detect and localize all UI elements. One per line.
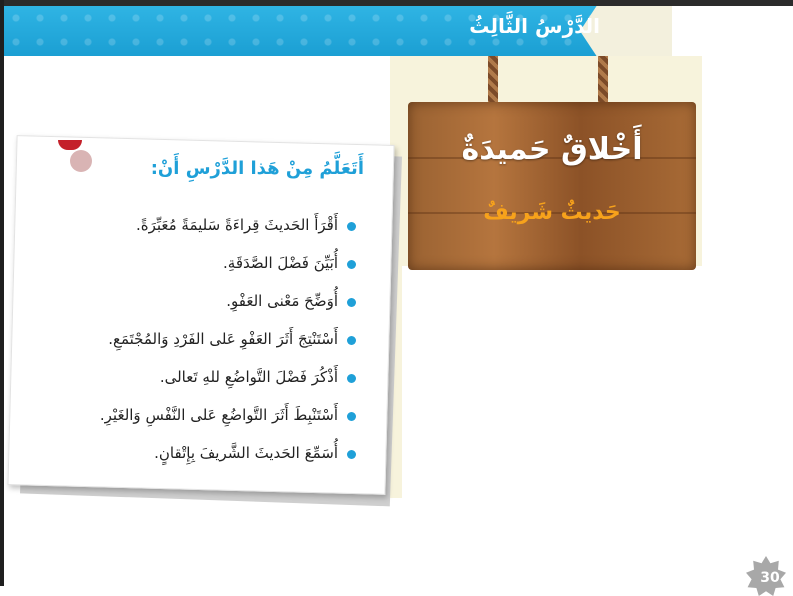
- lesson-title: الدَّرْسُ الثَّالِثُ: [469, 14, 600, 38]
- left-edge: [0, 0, 4, 586]
- objective-text: أَسْتَنْبِطَ أَثَرَ التَّواضُعِ عَلى النَّفْسِ وَالغَيْرِ.: [99, 406, 338, 424]
- objectives-list: [70, 208, 360, 474]
- page-number: 30: [760, 570, 780, 586]
- objective-item: [70, 436, 360, 474]
- sign-subtitle: حَديثٌ شَريفٌ: [483, 200, 621, 225]
- pin-shadow: [70, 150, 92, 172]
- objective-text: أُوَضِّحَ مَعْنى العَفْوِ.: [226, 292, 338, 310]
- wooden-sign: [408, 102, 696, 270]
- objectives-heading: أَتَعَلَّمُ مِنْ هَذا الدَّرْسِ أَنْ:: [150, 158, 364, 179]
- bullet-icon: [347, 374, 356, 383]
- sign-rope-right: [598, 56, 608, 106]
- objective-item: [70, 398, 360, 436]
- bullet-icon: [347, 222, 356, 231]
- sign-title: أَخْلاقٌ حَميدَةٌ: [461, 132, 643, 167]
- objective-text: أَذْكُرَ فَضْلَ التَّواضُعِ للهِ تَعالى.: [159, 368, 338, 386]
- objective-text: أُبَيِّنَ فَضْلَ الصَّدَقَةِ.: [223, 254, 338, 272]
- sign-rope-left: [488, 56, 498, 106]
- bullet-icon: [347, 298, 356, 307]
- objective-item: [70, 360, 360, 398]
- objective-item: [70, 208, 360, 246]
- top-edge: [0, 0, 793, 6]
- objective-text: أُسَمِّعَ الحَديثَ الشَّريفَ بِإِتْقانٍ.: [154, 444, 338, 462]
- objective-text: أَسْتَنْتِجَ أَثَرَ العَفْوِ عَلى الفَرْدِ وَالمُجْتَمَعِ.: [108, 330, 338, 348]
- bullet-icon: [347, 450, 356, 459]
- objective-item: [70, 246, 360, 284]
- objective-item: [70, 284, 360, 322]
- bullet-icon: [347, 412, 356, 421]
- bullet-icon: [347, 260, 356, 269]
- bullet-icon: [347, 336, 356, 345]
- objective-item: [70, 322, 360, 360]
- objective-text: أَقْرَأَ الحَديثَ قِراءَةً سَليمَةً مُعَبِّرَةً.: [135, 216, 338, 234]
